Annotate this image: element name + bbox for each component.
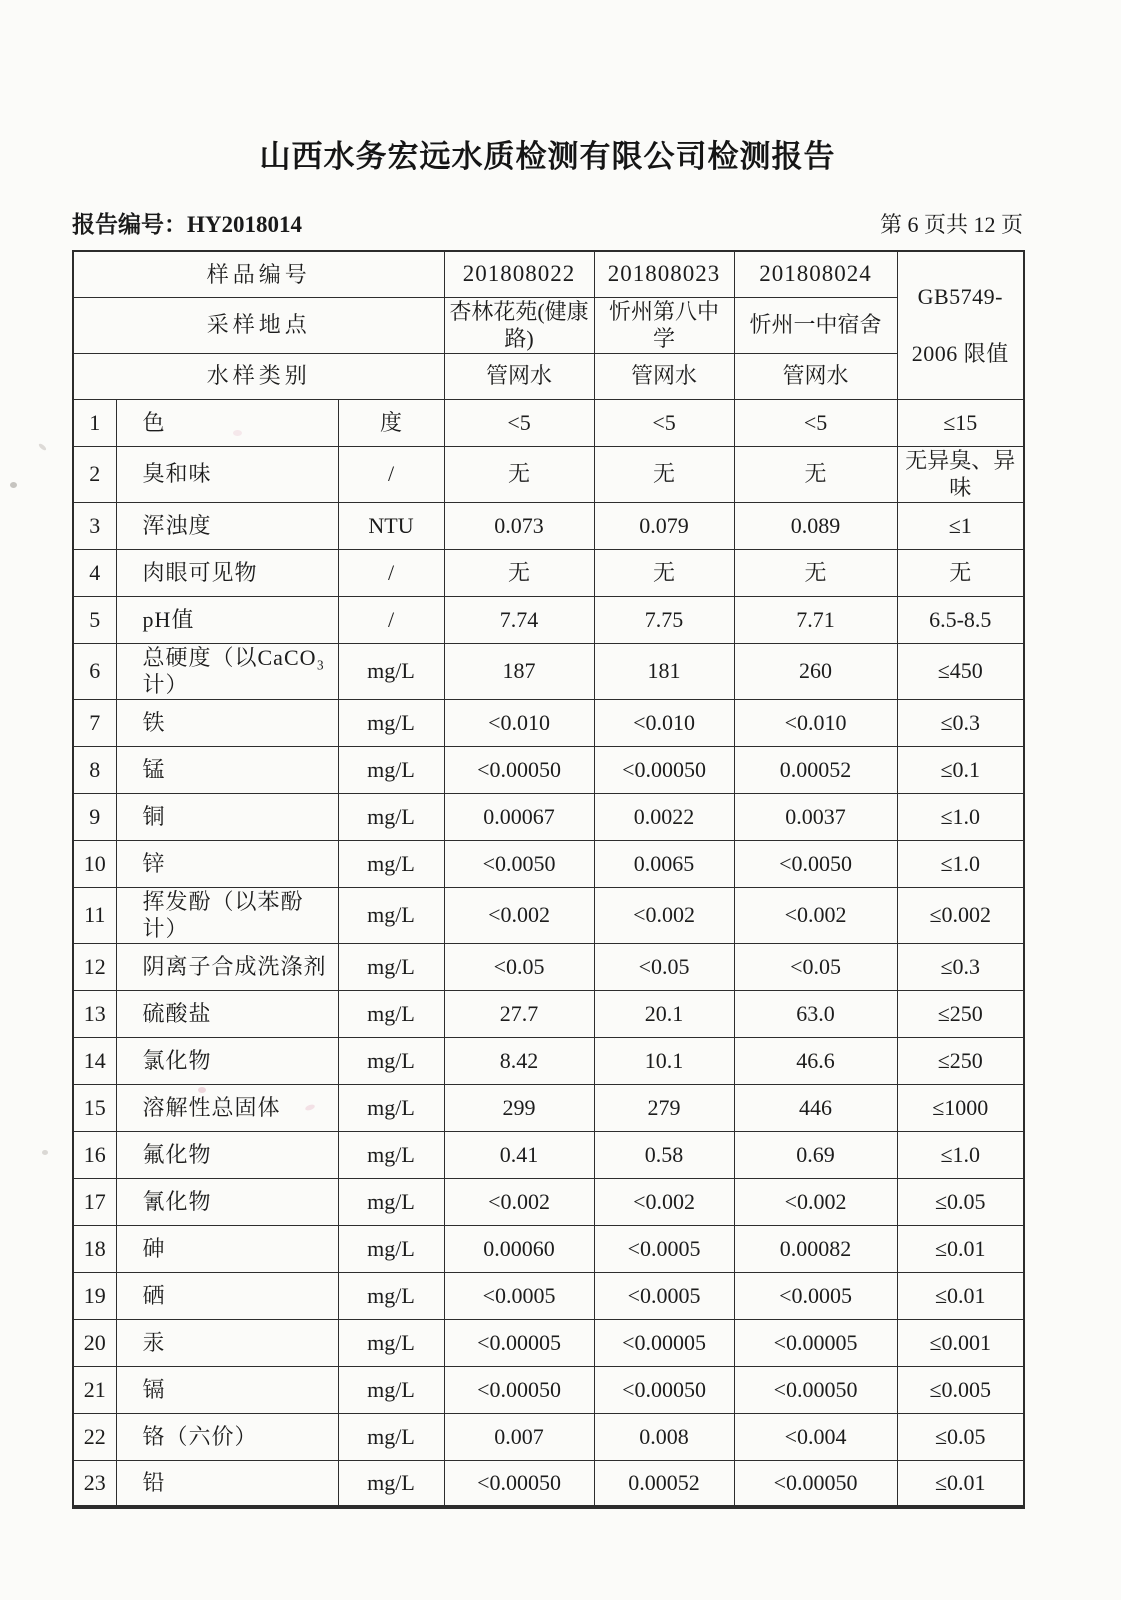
parameter-unit: mg/L	[338, 699, 444, 746]
sample-1-value: 0.00060	[444, 1225, 594, 1272]
table-row	[73, 1037, 1024, 1084]
sample-3-value: <0.0005	[734, 1272, 897, 1319]
sample-2-value: 无	[594, 446, 734, 502]
parameter-unit: mg/L	[338, 1319, 444, 1366]
sample-1-value: 7.74	[444, 596, 594, 643]
sample-3-value: <0.00050	[734, 1366, 897, 1413]
table-row	[73, 1131, 1024, 1178]
table-row	[73, 943, 1024, 990]
sample-3-value: 0.0037	[734, 793, 897, 840]
limit-value: 无异臭、异味	[897, 446, 1024, 502]
sample-2-value: <0.0005	[594, 1272, 734, 1319]
sample-2-value: 0.079	[594, 502, 734, 549]
sample-3-value: 无	[734, 549, 897, 596]
row-number: 23	[73, 1460, 116, 1507]
location-2: 忻州第八中学	[594, 297, 734, 353]
limit-value: ≤0.005	[897, 1366, 1024, 1413]
sample-1-value: <5	[444, 399, 594, 446]
limit-value: ≤250	[897, 990, 1024, 1037]
header-row-water-types	[73, 353, 1024, 399]
limit-standard-line2: 2006 限值	[911, 341, 1009, 367]
parameter-unit: mg/L	[338, 1413, 444, 1460]
sample-2-value: 无	[594, 549, 734, 596]
parameter-name: 硫酸盐	[116, 990, 338, 1037]
parameter-unit: mg/L	[338, 1131, 444, 1178]
sample-3-value: <5	[734, 399, 897, 446]
table-row	[73, 1460, 1024, 1507]
sample-3-value: 无	[734, 446, 897, 502]
parameter-name: 阴离子合成洗涤剂	[116, 943, 338, 990]
row-number: 10	[73, 840, 116, 887]
water-type-3: 管网水	[734, 353, 897, 399]
row-number: 22	[73, 1413, 116, 1460]
report-number: 报告编号：HY2018014	[72, 212, 302, 237]
limit-value: ≤0.002	[897, 887, 1024, 943]
table-row	[73, 746, 1024, 793]
parameter-name: 锰	[116, 746, 338, 793]
limit-value: ≤0.01	[897, 1272, 1024, 1319]
parameter-name: 铬（六价）	[116, 1413, 338, 1460]
row-number: 21	[73, 1366, 116, 1413]
sample-2-value: 10.1	[594, 1037, 734, 1084]
sample-1-value: 0.073	[444, 502, 594, 549]
parameter-name: 总硬度（以CaCO₃计）	[116, 643, 338, 699]
limit-value: ≤250	[897, 1037, 1024, 1084]
limit-value: ≤1.0	[897, 793, 1024, 840]
sample-2-value: 0.0022	[594, 793, 734, 840]
table-row	[73, 887, 1024, 943]
sample-id-label: 样品编号	[73, 251, 444, 297]
scan-speck	[10, 482, 17, 488]
limit-value: ≤0.001	[897, 1319, 1024, 1366]
scan-speck	[38, 443, 47, 452]
header-row-locations	[73, 297, 1024, 353]
limit-standard-header	[897, 251, 1024, 399]
sample-1-value: <0.0050	[444, 840, 594, 887]
sample-3-value: <0.002	[734, 1178, 897, 1225]
sample-2-value: 20.1	[594, 990, 734, 1037]
limit-value: ≤1.0	[897, 840, 1024, 887]
parameter-name: 氯化物	[116, 1037, 338, 1084]
sample-2-value: <0.00005	[594, 1319, 734, 1366]
table-row	[73, 1319, 1024, 1366]
limit-value: ≤0.1	[897, 746, 1024, 793]
limit-value: ≤0.05	[897, 1178, 1024, 1225]
parameter-unit: mg/L	[338, 1037, 444, 1084]
table-row	[73, 502, 1024, 549]
sample-2-value: <0.00050	[594, 1366, 734, 1413]
limit-value: 无	[897, 549, 1024, 596]
table-row	[73, 1178, 1024, 1225]
sample-1-value: <0.00005	[444, 1319, 594, 1366]
parameter-unit: /	[338, 596, 444, 643]
row-number: 11	[73, 887, 116, 943]
parameter-unit: mg/L	[338, 990, 444, 1037]
limit-value: ≤1	[897, 502, 1024, 549]
limit-value: ≤0.05	[897, 1413, 1024, 1460]
sample-2-value: <0.00050	[594, 746, 734, 793]
parameter-name: 铁	[116, 699, 338, 746]
sample-3-value: <0.05	[734, 943, 897, 990]
sample-2-value: 181	[594, 643, 734, 699]
limit-value: ≤1000	[897, 1084, 1024, 1131]
parameter-unit: /	[338, 549, 444, 596]
limit-value: ≤0.01	[897, 1460, 1024, 1507]
location-1: 杏林花苑(健康路)	[444, 297, 594, 353]
parameter-name: 臭和味	[116, 446, 338, 502]
page-indicator: 第 6 页共 12 页	[879, 212, 1023, 237]
parameter-unit: mg/L	[338, 1366, 444, 1413]
sample-1-value: 无	[444, 549, 594, 596]
sample-1-value: 0.00067	[444, 793, 594, 840]
row-number: 20	[73, 1319, 116, 1366]
table-row	[73, 990, 1024, 1037]
sample-2-value: <0.002	[594, 1178, 734, 1225]
row-number: 1	[73, 399, 116, 446]
sample-3-value: <0.004	[734, 1413, 897, 1460]
parameter-unit: mg/L	[338, 1460, 444, 1507]
report-content	[72, 0, 1023, 1509]
row-number: 7	[73, 699, 116, 746]
row-number: 4	[73, 549, 116, 596]
sample-3-value: 260	[734, 643, 897, 699]
limit-value: ≤0.01	[897, 1225, 1024, 1272]
table-row	[73, 840, 1024, 887]
parameter-unit: NTU	[338, 502, 444, 549]
table-row	[73, 1272, 1024, 1319]
row-number: 16	[73, 1131, 116, 1178]
parameter-unit: mg/L	[338, 1225, 444, 1272]
parameter-unit: mg/L	[338, 643, 444, 699]
limit-value: ≤1.0	[897, 1131, 1024, 1178]
row-number: 13	[73, 990, 116, 1037]
sample-1-value: <0.002	[444, 1178, 594, 1225]
sample-2-value: 7.75	[594, 596, 734, 643]
row-number: 5	[73, 596, 116, 643]
parameter-name: 锌	[116, 840, 338, 887]
row-number: 3	[73, 502, 116, 549]
report-title: 山西水务宏远水质检测有限公司检测报告	[259, 139, 836, 174]
parameter-unit: /	[338, 446, 444, 502]
sample-1-value: 8.42	[444, 1037, 594, 1084]
sample-2-value: <0.010	[594, 699, 734, 746]
sample-id-1: 201808022	[444, 251, 594, 297]
sample-3-value: 46.6	[734, 1037, 897, 1084]
table-row	[73, 399, 1024, 446]
sample-3-value: 0.00082	[734, 1225, 897, 1272]
parameter-name: 镉	[116, 1366, 338, 1413]
sample-2-value: <0.05	[594, 943, 734, 990]
row-number: 6	[73, 643, 116, 699]
sample-2-value: <5	[594, 399, 734, 446]
sample-3-value: <0.00005	[734, 1319, 897, 1366]
sample-3-value: 63.0	[734, 990, 897, 1037]
row-number: 9	[73, 793, 116, 840]
sample-1-value: <0.00050	[444, 746, 594, 793]
limit-standard-line1: GB5749-	[917, 283, 1003, 309]
limit-value: 6.5-8.5	[897, 596, 1024, 643]
parameter-name: 硒	[116, 1272, 338, 1319]
parameter-name: 砷	[116, 1225, 338, 1272]
parameter-name: 肉眼可见物	[116, 549, 338, 596]
table-row	[73, 1084, 1024, 1131]
water-type-2: 管网水	[594, 353, 734, 399]
report-meta	[72, 206, 1023, 239]
row-number: 18	[73, 1225, 116, 1272]
sample-3-value: 0.69	[734, 1131, 897, 1178]
table-row	[73, 1225, 1024, 1272]
row-number: 19	[73, 1272, 116, 1319]
table-row	[73, 549, 1024, 596]
row-number: 17	[73, 1178, 116, 1225]
sample-3-value: 0.089	[734, 502, 897, 549]
sample-1-value: 0.41	[444, 1131, 594, 1178]
results-table	[72, 250, 1025, 1509]
parameter-unit: mg/L	[338, 793, 444, 840]
sample-2-value: 279	[594, 1084, 734, 1131]
limit-value: ≤0.3	[897, 699, 1024, 746]
sample-3-value: 7.71	[734, 596, 897, 643]
row-number: 12	[73, 943, 116, 990]
sample-1-value: <0.002	[444, 887, 594, 943]
row-number: 2	[73, 446, 116, 502]
sample-3-value: 446	[734, 1084, 897, 1131]
sample-1-value: 299	[444, 1084, 594, 1131]
parameter-unit: mg/L	[338, 1178, 444, 1225]
table-row	[73, 1413, 1024, 1460]
sample-1-value: <0.05	[444, 943, 594, 990]
sample-1-value: <0.00050	[444, 1366, 594, 1413]
parameter-name: 溶解性总固体	[116, 1084, 338, 1131]
scan-speck	[42, 1150, 48, 1155]
parameter-name: 挥发酚（以苯酚计）	[116, 887, 338, 943]
row-number: 15	[73, 1084, 116, 1131]
water-type-1: 管网水	[444, 353, 594, 399]
parameter-unit: mg/L	[338, 887, 444, 943]
water-type-label: 水样类别	[73, 353, 444, 399]
parameter-name: 铅	[116, 1460, 338, 1507]
table-row	[73, 1366, 1024, 1413]
sample-2-value: <0.0005	[594, 1225, 734, 1272]
parameter-name: 色	[116, 399, 338, 446]
limit-value: ≤15	[897, 399, 1024, 446]
sample-id-3: 201808024	[734, 251, 897, 297]
sample-1-value: 27.7	[444, 990, 594, 1037]
sample-2-value: 0.00052	[594, 1460, 734, 1507]
sample-3-value: 0.00052	[734, 746, 897, 793]
table-row	[73, 643, 1024, 699]
header-row-sample-ids	[73, 251, 1024, 297]
parameter-unit: mg/L	[338, 943, 444, 990]
parameter-unit: mg/L	[338, 840, 444, 887]
sample-1-value: <0.0005	[444, 1272, 594, 1319]
sample-3-value: <0.00050	[734, 1460, 897, 1507]
sample-2-value: 0.008	[594, 1413, 734, 1460]
sample-2-value: 0.0065	[594, 840, 734, 887]
table-row	[73, 596, 1024, 643]
location-label: 采样地点	[73, 297, 444, 353]
parameter-name: 氰化物	[116, 1178, 338, 1225]
parameter-unit: mg/L	[338, 746, 444, 793]
sample-3-value: <0.0050	[734, 840, 897, 887]
sample-3-value: <0.002	[734, 887, 897, 943]
table-row	[73, 699, 1024, 746]
sample-3-value: <0.010	[734, 699, 897, 746]
sample-2-value: <0.002	[594, 887, 734, 943]
parameter-unit: mg/L	[338, 1272, 444, 1319]
sample-1-value: <0.00050	[444, 1460, 594, 1507]
location-3: 忻州一中宿舍	[734, 297, 897, 353]
row-number: 8	[73, 746, 116, 793]
sample-1-value: 0.007	[444, 1413, 594, 1460]
parameter-name: 汞	[116, 1319, 338, 1366]
sample-1-value: <0.010	[444, 699, 594, 746]
parameter-name: 铜	[116, 793, 338, 840]
sample-id-2: 201808023	[594, 251, 734, 297]
parameter-name: 浑浊度	[116, 502, 338, 549]
table-row	[73, 446, 1024, 502]
parameter-name: pH值	[116, 596, 338, 643]
limit-value: ≤0.3	[897, 943, 1024, 990]
row-number: 14	[73, 1037, 116, 1084]
sample-2-value: 0.58	[594, 1131, 734, 1178]
table-row	[73, 793, 1024, 840]
parameter-unit: 度	[338, 399, 444, 446]
limit-value: ≤450	[897, 643, 1024, 699]
parameter-name: 氟化物	[116, 1131, 338, 1178]
parameter-unit: mg/L	[338, 1084, 444, 1131]
sample-1-value: 187	[444, 643, 594, 699]
sample-1-value: 无	[444, 446, 594, 502]
